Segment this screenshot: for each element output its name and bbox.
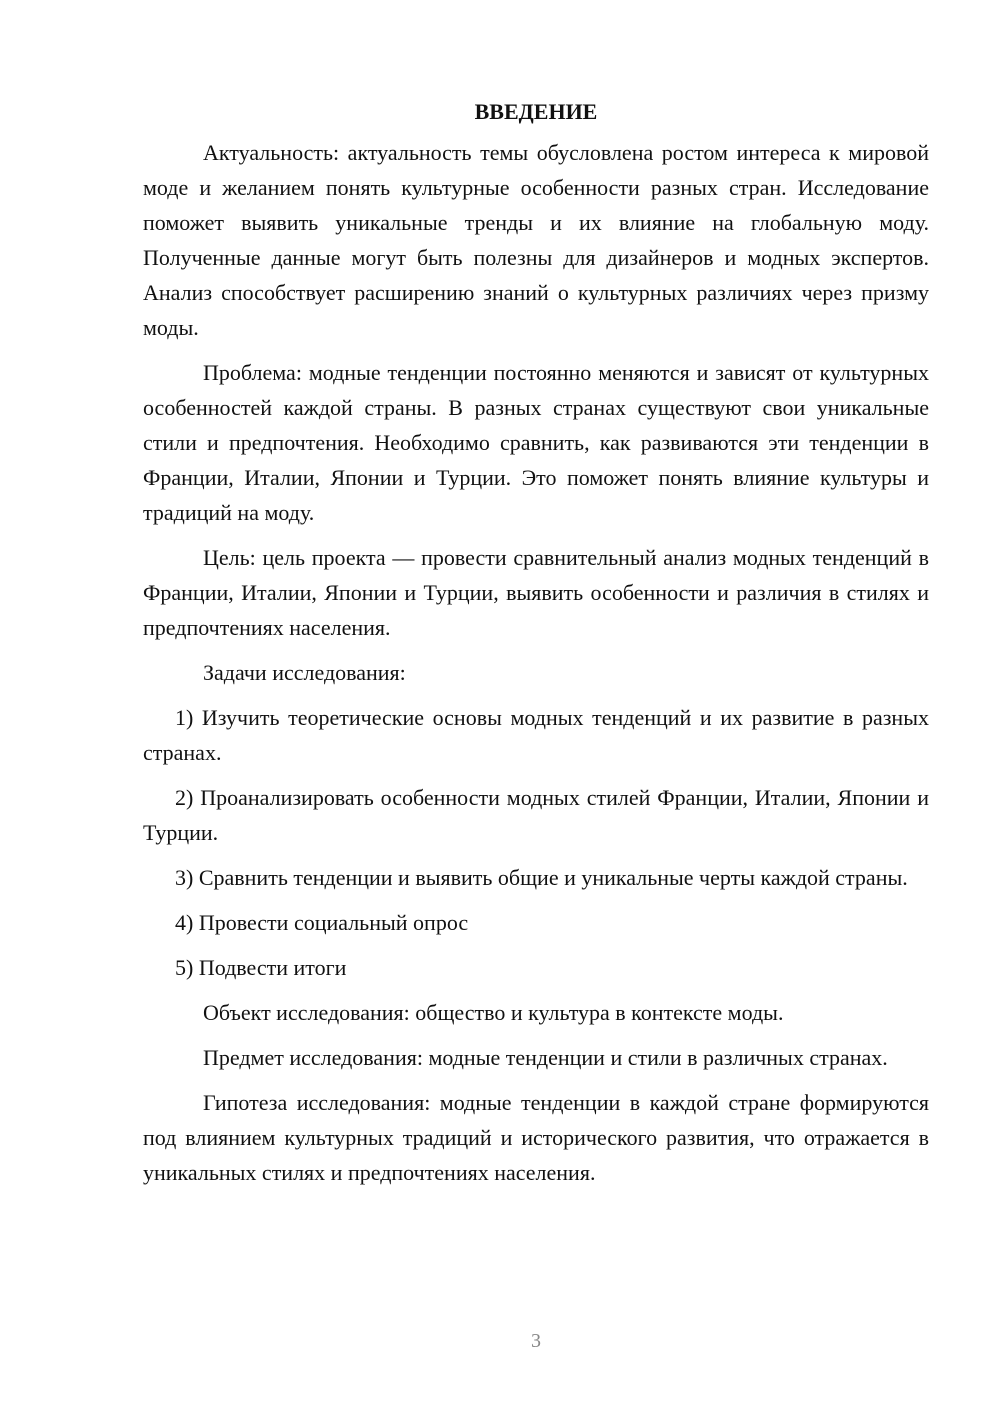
goal-paragraph: Цель: цель проекта — провести сравнительный анализ модных тенденций в Франции, Италии, Японии и Турции, выявить особенности и различия в стилях и предпочтениях населения. <box>143 545 929 640</box>
task-item: 4) Провести социальный опрос <box>175 910 469 935</box>
task-item: 1) Изучить теоретические основы модных тенденций и их развитие в разных странах. <box>143 705 929 765</box>
page-title: ВВЕДЕНИЕ <box>474 99 598 124</box>
page-content <box>143 94 929 1200</box>
task-item: 5) Подвести итоги <box>175 955 347 980</box>
page-number: 3 <box>531 1330 541 1352</box>
subject-paragraph: Предмет исследования: модные тенденции и стили в различных странах. <box>203 1045 888 1070</box>
tasks-heading: Задачи исследования: <box>203 660 406 685</box>
object-paragraph: Объект исследования: общество и культура в контексте моды. <box>203 1000 784 1025</box>
relevance-paragraph: Актуальность: актуальность темы обусловлена ростом интереса к мировой моде и желанием понять культурные особенности разных стран. Исследование поможет выявить уникальные тренды и их влияние на глобальную моду. Полученные данные могут быть полезны для дизайнеров и модных экспертов. Анализ способствует расширению знаний о культурных различиях через призму моды. <box>143 140 929 340</box>
hypothesis-paragraph: Гипотеза исследования: модные тенденции в каждой стране формируются под влиянием культурных традиций и исторического развития, что отражается в уникальных стилях и предпочтениях населения. <box>143 1090 929 1185</box>
task-item: 2) Проанализировать особенности модных стилей Франции, Италии, Японии и Турции. <box>143 785 929 845</box>
problem-paragraph: Проблема: модные тенденции постоянно меняются и зависят от культурных особенностей каждой страны. В разных странах существуют свои уникальные стили и предпочтения. Необходимо сравнить, как развиваются эти тенденции в Франции, Италии, Японии и Турции. Это поможет понять влияние культуры и традиций на моду. <box>143 360 929 525</box>
task-item: 3) Сравнить тенденции и выявить общие и уникальные черты каждой страны. <box>175 865 908 890</box>
